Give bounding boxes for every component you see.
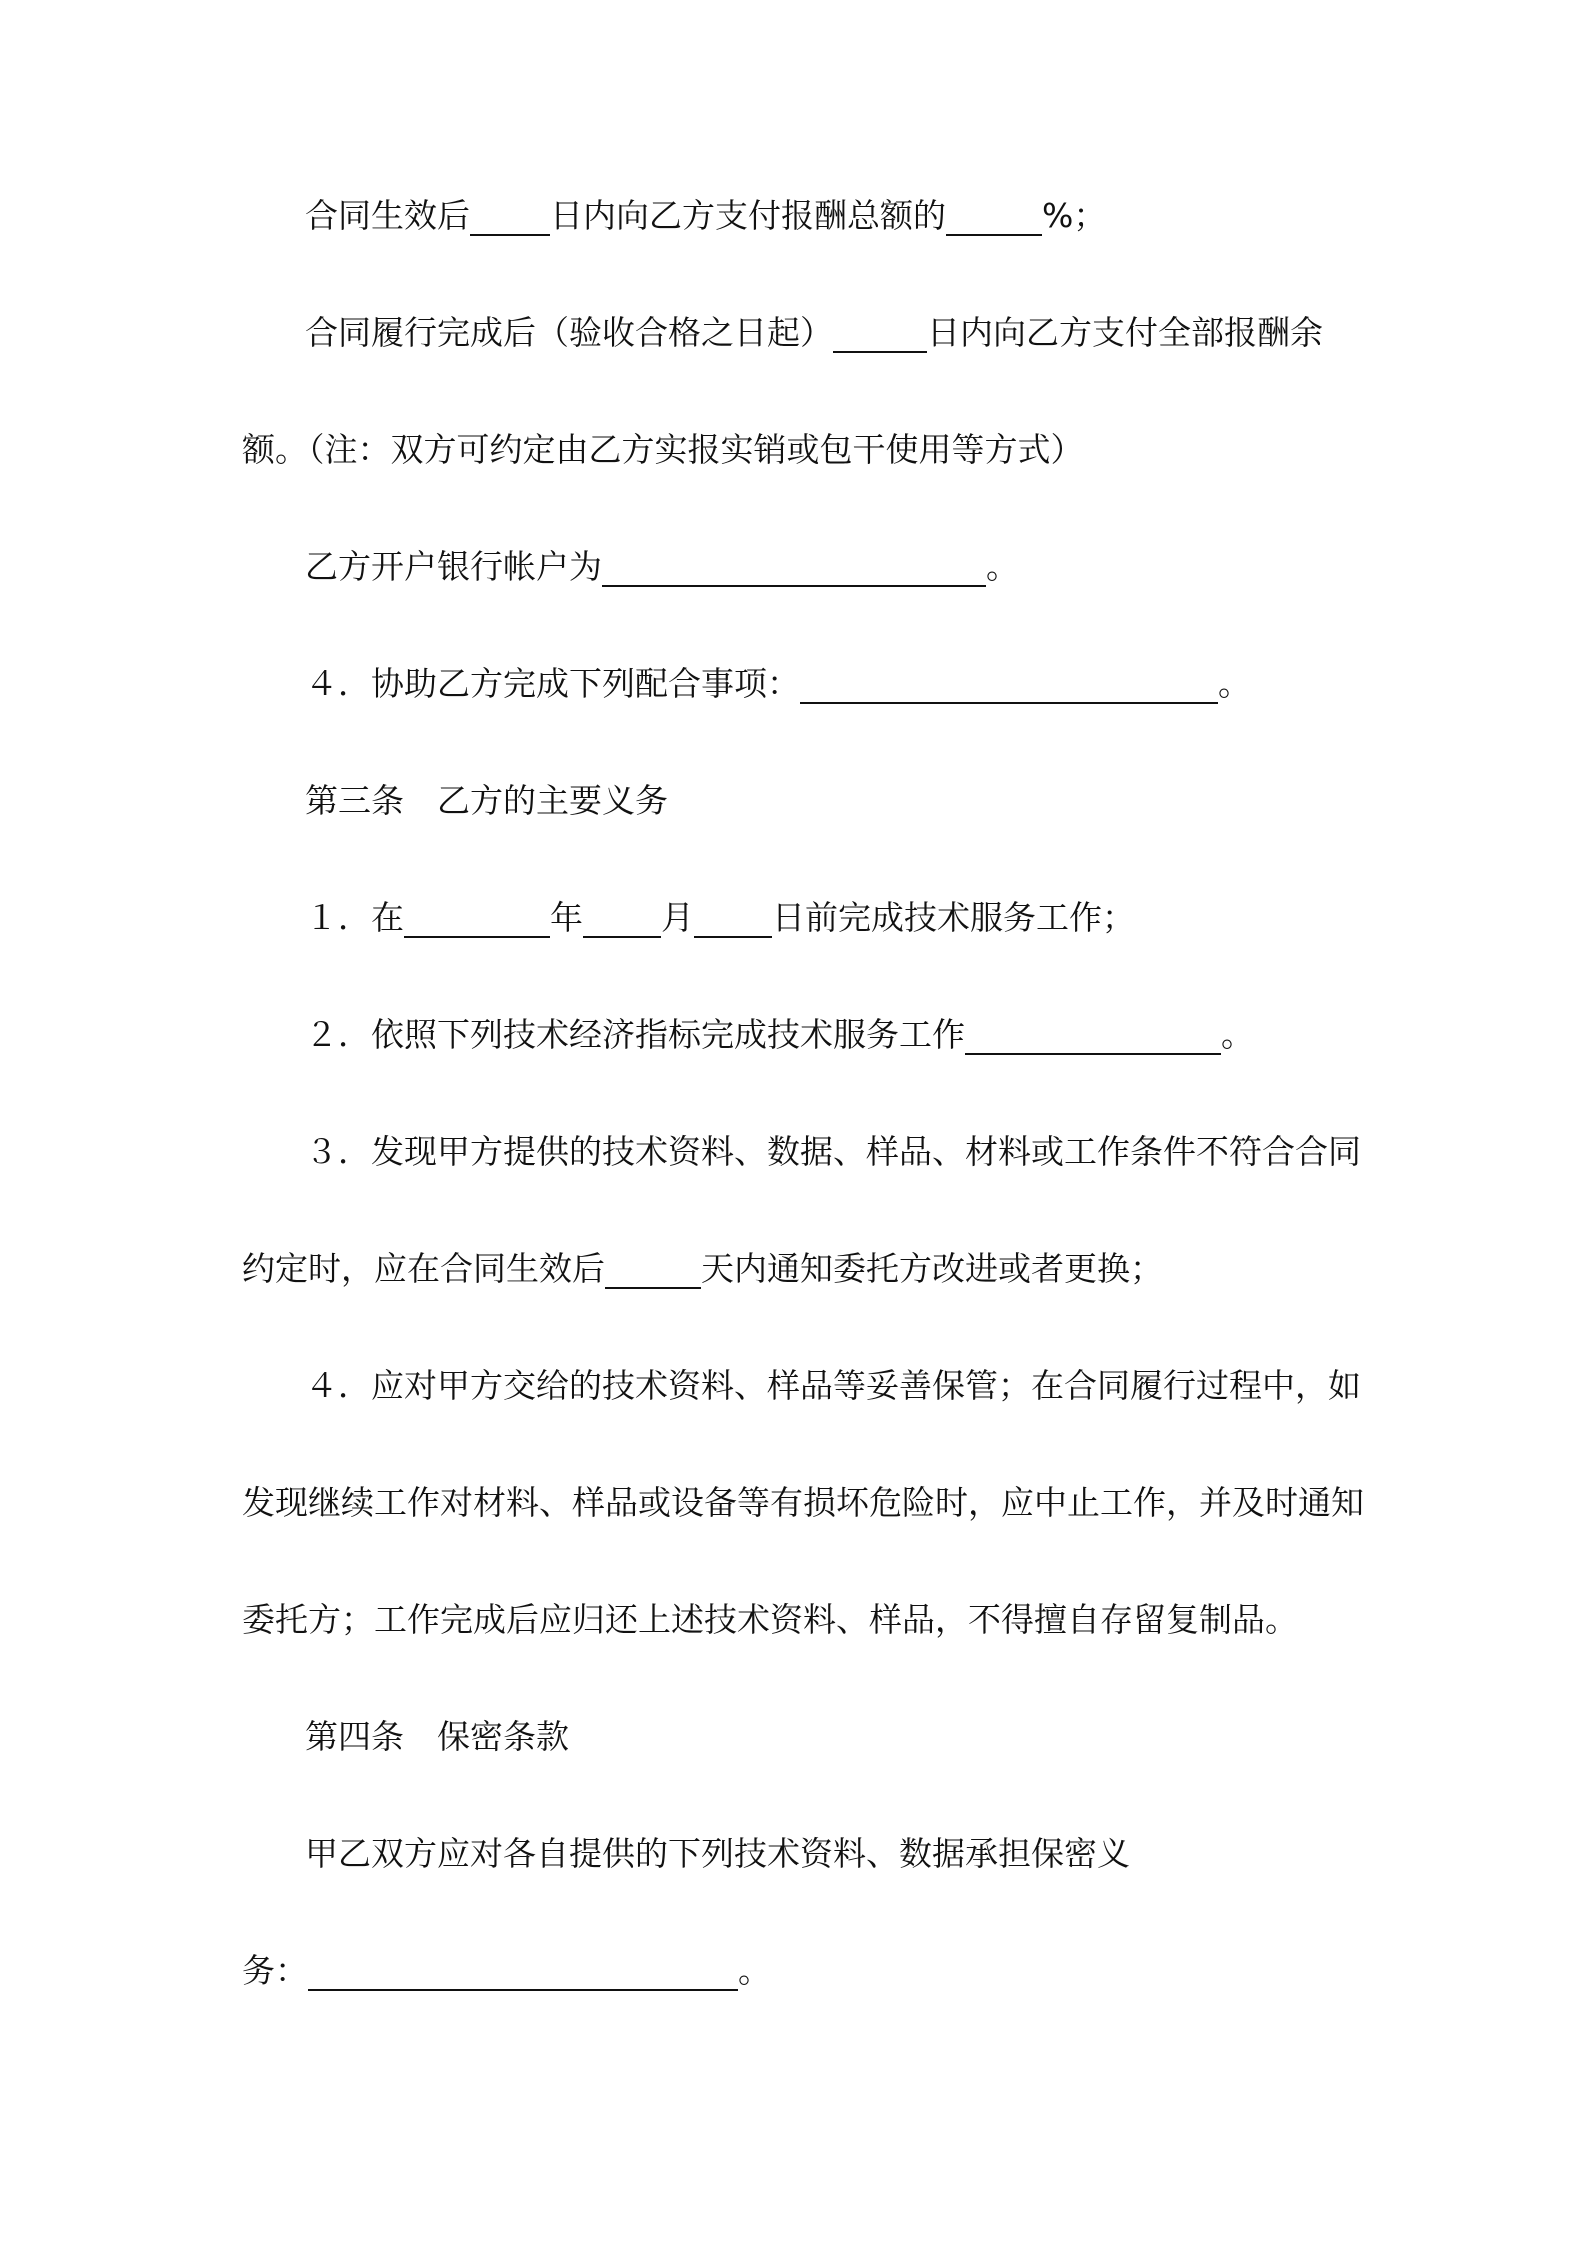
- text-segment: 月: [661, 898, 694, 937]
- text-segment: 务：: [242, 1951, 308, 1990]
- note-line: [242, 430, 1084, 470]
- text-segment: １．在: [305, 898, 404, 937]
- percent-blank[interactable]: [946, 200, 1042, 236]
- notify-line: [242, 1249, 1163, 1289]
- article-title: 第三条 乙方的主要义务: [305, 781, 668, 820]
- paragraph-line: [242, 1483, 1364, 1523]
- indicator-line: [305, 1015, 1254, 1055]
- confidential-items-blank[interactable]: [308, 1955, 738, 1991]
- text-segment: 甲乙双方应对各自提供的下列技术资料、数据承担保密义: [305, 1834, 1130, 1873]
- text-segment: ３．发现甲方提供的技术资料、数据、样品、材料或工作条件不符合合同: [305, 1132, 1361, 1171]
- paragraph-line: [305, 1132, 1361, 1172]
- year-blank[interactable]: [404, 902, 550, 938]
- payment-clause-line: [305, 196, 1106, 236]
- cooperation-item-line: [305, 664, 1251, 704]
- month-blank[interactable]: [583, 902, 661, 938]
- final-payment-line: [305, 313, 1323, 353]
- text-segment: 额。（注：双方可约定由乙方实报实销或包干使用等方式）: [242, 430, 1084, 469]
- days-blank[interactable]: [833, 317, 927, 353]
- article-title: 第四条 保密条款: [305, 1717, 569, 1756]
- article-3-heading: [305, 781, 668, 821]
- days-blank[interactable]: [605, 1253, 701, 1289]
- days-blank[interactable]: [470, 200, 550, 236]
- cooperation-blank[interactable]: [800, 668, 1218, 704]
- deadline-line: [305, 898, 1135, 938]
- text-segment: 日前完成技术服务工作；: [772, 898, 1135, 937]
- day-blank[interactable]: [694, 902, 772, 938]
- paragraph-line: [242, 1600, 1298, 1640]
- text-segment: 发现继续工作对材料、样品或设备等有损坏危险时，应中止工作，并及时通知: [242, 1483, 1364, 1522]
- bank-account-blank[interactable]: [602, 551, 986, 587]
- text-segment: 。: [738, 1951, 771, 1990]
- text-segment: %；: [1042, 196, 1107, 235]
- text-segment: 日内向乙方支付全部报酬余: [927, 313, 1323, 352]
- text-segment: 。: [1218, 664, 1251, 703]
- text-segment: 。: [986, 547, 1019, 586]
- bank-account-line: [305, 547, 1019, 587]
- text-segment: 乙方开户银行帐户为: [305, 547, 602, 586]
- text-segment: 天内通知委托方改进或者更换；: [701, 1249, 1163, 1288]
- paragraph-line: [305, 1834, 1130, 1874]
- indicator-blank[interactable]: [965, 1019, 1221, 1055]
- confidential-items-line: [242, 1951, 771, 1991]
- text-segment: ４．协助乙方完成下列配合事项：: [305, 664, 800, 703]
- paragraph-line: [305, 1366, 1361, 1406]
- text-segment: 合同履行完成后（验收合格之日起）: [305, 313, 833, 352]
- text-segment: 年: [550, 898, 583, 937]
- text-segment: 委托方；工作完成后应归还上述技术资料、样品，不得擅自存留复制品。: [242, 1600, 1298, 1639]
- article-4-heading: [305, 1717, 569, 1757]
- text-segment: 合同生效后: [305, 196, 470, 235]
- text-segment: ２．依照下列技术经济指标完成技术服务工作: [305, 1015, 965, 1054]
- text-segment: 约定时，应在合同生效后: [242, 1249, 605, 1288]
- text-segment: ４．应对甲方交给的技术资料、样品等妥善保管；在合同履行过程中，如: [305, 1366, 1361, 1405]
- text-segment: 。: [1221, 1015, 1254, 1054]
- text-segment: 日内向乙方支付报酬总额的: [550, 196, 946, 235]
